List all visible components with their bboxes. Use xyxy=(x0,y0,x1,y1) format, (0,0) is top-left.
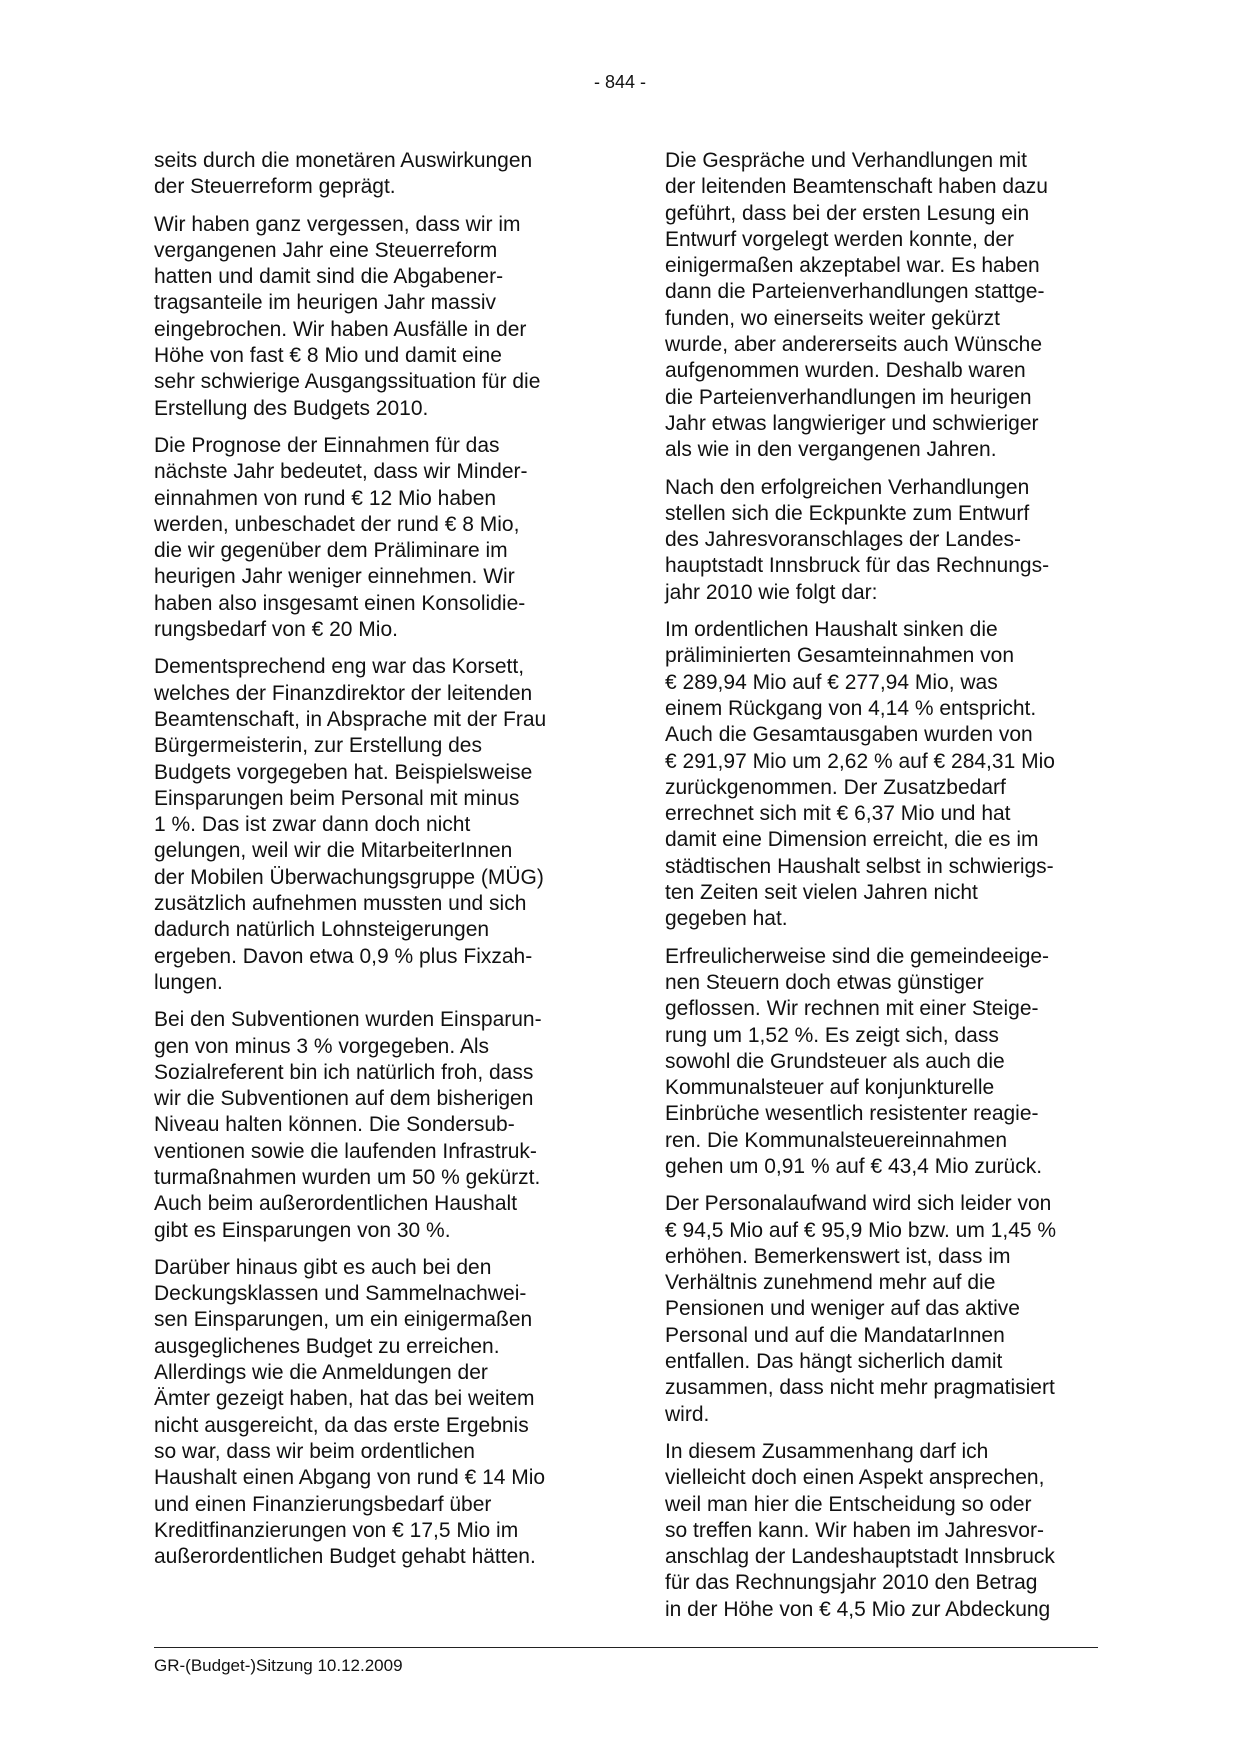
paragraph: Wir haben ganz vergessen, dass wir im vergangenen Jahr eine Steuerreform hatten und damit sind die Abgabener- tragsanteile im heurigen Jahr massiv eingebrochen. Wir haben Ausfälle in der Höhe von fast € 8 Mio und damit eine sehr schwierige Ausgangssituation für die Erstellung des Budgets 2010. xyxy=(154,212,541,420)
footer-session-label: GR-(Budget-)Sitzung 10.12.2009 xyxy=(154,1656,403,1675)
footer-divider xyxy=(154,1647,1098,1648)
paragraph: Nach den erfolgreichen Verhandlungen stellen sich die Eckpunkte zum Entwurf des Jahresvoranschlages der Landes- hauptstadt Innsbruck für das Rechnungs- jahr 2010 wie folgt dar: xyxy=(665,475,1050,604)
paragraph: Bei den Subventionen wurden Einsparun- gen von minus 3 % vorgegeben. Als Sozialreferent bin ich natürlich froh, dass wir die Subventionen auf dem bisherigen Niveau halten können. Die Sondersub- ventionen sowie die laufenden Infrastruk- turmaßnahmen wurden um 50 % gekürzt. Auch beim außerordentlichen Haushalt gibt es Einsparungen von 30 %. xyxy=(154,1008,542,1242)
paragraph: Die Prognose der Einnahmen für das nächste Jahr bedeutet, dass wir Minder- einnahmen von rund € 12 Mio haben werden, unbeschadet der rund € 8 Mio, die wir gegenüber dem Präliminare im heurigen Jahr weniger einnehmen. Wir haben also insgesamt einen Konsolidie- rungsbedarf von € 20 Mio. xyxy=(154,433,528,642)
left-column xyxy=(154,148,584,1581)
paragraph: seits durch die monetären Auswirkungen der Steuerreform geprägt. xyxy=(154,149,533,199)
page-number: - 844 - xyxy=(593,72,647,92)
right-column xyxy=(665,148,1095,1634)
paragraph: Im ordentlichen Haushalt sinken die präliminierten Gesamteinnahmen von € 289,94 Mio auf € 277,94 Mio, was einem Rückgang von 4,14 % entspricht. Auch die Gesamtausgaben wurden von € 291,97 Mio um 2,62 % auf € 284,31 Mio zurückgenommen. Der Zusatzbedarf errechnet sich mit € 6,37 Mio und hat damit eine Dimension erreicht, die es im städtischen Haushalt selbst in schwierigs- ten Zeiten seit vielen Jahren nicht gegeben hat. xyxy=(665,618,1055,931)
paragraph: In diesem Zusammenhang darf ich vielleicht doch einen Aspekt ansprechen, weil man hier die Entscheidung so oder so treffen kann. Wir haben im Jahresvor- anschlag der Landeshauptstadt Innsbruck für das Rechnungsjahr 2010 den Betrag in der Höhe von € 4,5 Mio zur Abdeckung xyxy=(665,1439,1055,1621)
paragraph: Dementsprechend eng war das Korsett, welches der Finanzdirektor der leitenden Beamtenschaft, in Absprache mit der Frau Bürgermeisterin, zur Erstellung des Budgets vorgegeben hat. Beispielsweise Einsparungen beim Personal mit minus 1 %. Das ist zwar dann doch nicht gelungen, weil wir die MitarbeiterInnen der Mobilen Überwachungsgruppe (MÜG) zusätzlich aufnehmen mussten und sich dadurch natürlich Lohnsteigerungen ergeben. Davon etwa 0,9 % plus Fixzah- lungen. xyxy=(154,655,547,994)
paragraph: Erfreulicherweise sind die gemeindeeige- nen Steuern doch etwas günstiger geflossen. Wir rechnen mit einer Steige- rung um 1,52 %. Es zeigt sich, dass sowohl die Grundsteuer als auch die Kommunalsteuer auf konjunkturelle Einbrüche wesentlich resistenter reagie- ren. Die Kommunalsteuereinnahmen gehen um 0,91 % auf € 43,4 Mio zurück. xyxy=(665,944,1050,1178)
paragraph: Der Personalaufwand wird sich leider von € 94,5 Mio auf € 95,9 Mio bzw. um 1,45 % erhöhen. Bemerkenswert ist, dass im Verhältnis zunehmend mehr auf die Pensionen und weniger auf das aktive Personal und auf die MandatarInnen entfallen. Das hängt sicherlich damit zusammen, dass nicht mehr pragmatisiert wird. xyxy=(665,1192,1057,1426)
paragraph: Die Gespräche und Verhandlungen mit der leitenden Beamtenschaft haben dazu geführt, dass bei der ersten Lesung ein Entwurf vorgelegt werden konnte, der einigermaßen akzeptabel war. Es haben dann die Parteienverhandlungen stattge- funden, wo einerseits weiter gekürzt wurde, aber andererseits auch Wünsche aufgenommen wurden. Deshalb waren die Parteienverhandlungen im heurigen Jahr etwas langwieriger und schwieriger als wie in den vergangenen Jahren. xyxy=(665,149,1048,462)
paragraph: Darüber hinaus gibt es auch bei den Deckungsklassen und Sammelnachwei- sen Einsparungen, um ein einigermaßen ausgeglichenes Budget zu erreichen. Allerdings wie die Anmeldungen der Ämter gezeigt haben, hat das bei weitem nicht ausgereicht, da das erste Ergebnis so war, dass wir beim ordentlichen Haushalt einen Abgang von rund € 14 Mio und einen Finanzierungsbedarf über Kreditfinanzierungen von € 17,5 Mio im außerordentlichen Budget gehabt hätten. xyxy=(154,1255,546,1569)
